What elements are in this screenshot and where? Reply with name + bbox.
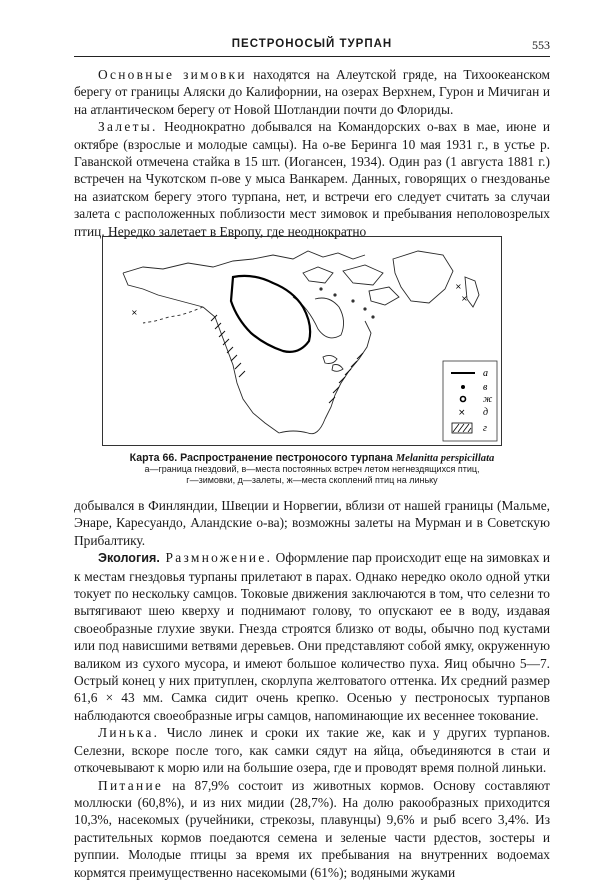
ecology-heading: Экология. xyxy=(98,551,160,566)
legend-label-v: в xyxy=(483,382,488,393)
text-block-bottom xyxy=(74,497,550,881)
legend-label-a: а xyxy=(483,368,488,379)
caption-legend-line1: а—граница гнездовий, в—места постоянных встреч летом негнездящихся птиц, xyxy=(144,464,480,474)
vagrants-text: Неоднократно добывался на Командорских о-вах в мае, июне и октябре (взрослые и молодые самцы). На о-ве Беринга 10 мая 1931 г., в устье р. Гаванской отмечена стайка в 15 шт. (Иогансен, 1934). Один раз (1 августа 1881 г.) встречен на Чукотском п-ове у мыса Ванкарем. Данных, говорящих о гнездованье на азиатском берегу этого турпана, нет, и встречи его следует считать за случаи залета с расположенных поблизости мест зимовок и пребывания неполовозрелых птиц. Нередко залетает в Европу, где неоднократно xyxy=(74,119,550,239)
map-illustration xyxy=(103,237,500,444)
food-lead: Питание xyxy=(98,777,164,793)
ecology-lead: Размножение. xyxy=(159,550,273,566)
wintering-lead: Основные зимовки xyxy=(98,67,247,82)
paragraph-molt xyxy=(74,724,550,776)
ecology-text: Оформление пар происходит еще на зимовках и к местам гнездовья турпаны прилетают в парах. Однако нередко около одной утки токует по нескольку самцов. Токовые движения заключаются в том, что селезни то вытягивают шею кверху и поднимают голову, то опускают ее в воду, издавая своеобразные глухие звуки. Гнезда строятся близко от воды, обычно под кустами или под нависшими ветвями деревьев. Они представляют собой ямку, окруженную валиком из сухого мусора, и имеют большое количество пуха. Яиц обычно 5—7. Острый конец у них притуплен, скорлупа желтоватого оттенка. Их средний размер 61,6 × 43 мм. Самка сидит очень крепко. Осенью у пестроносых турпанов наблюдаются своеобразные игры самцов, напоминающие их весеннее токование. xyxy=(74,550,550,723)
svg-text:×: × xyxy=(455,282,462,291)
caption-title xyxy=(74,452,550,464)
food-text: на 87,9% состоит из животных кормов. Основу составляют моллюски (60,8%), и из них мидии (28,7%). На долю ракообразных приходится 10,3%, насекомых (ручейники, стрекозы, плавунцы) 9,6% и рыб всего 3,4%. Из растительных кормов поедаются семена и зеленые части рдестов, зостеры и руппии. Молодые птицы за время их пребывания на внутренних водоемах кормятся преимущественно насекомыми (61%); водяными жуками xyxy=(74,777,550,880)
map-caption xyxy=(74,452,550,486)
caption-legend-line2: г—зимовки, д—залеты, ж—места скоплений птиц на линьку xyxy=(186,475,438,485)
legend-label-zh: ж xyxy=(483,394,493,405)
text-block-top xyxy=(74,66,550,240)
page-number: 553 xyxy=(532,38,550,52)
paragraph-wintering xyxy=(74,66,550,118)
header-title: ПЕСТРОНОСЫЙ ТУРПАН xyxy=(231,38,393,50)
caption-species: Melanitta perspicillata xyxy=(395,453,495,464)
molt-lead: Линька. xyxy=(98,725,160,741)
svg-text:×: × xyxy=(131,308,138,317)
wintering-text: находятся на Алеутской гряде, на Тихоокеанском берегу от границы Аляски до Калифорнии, на озерах Верхнем, Гурон и Мичиган и на атлантическом берегу от Новой Шотландии почти до Флориды. xyxy=(74,67,551,117)
running-header xyxy=(74,36,550,57)
svg-text:×: × xyxy=(461,294,468,303)
legend-label-g: г xyxy=(483,423,487,434)
map-legend xyxy=(443,361,497,441)
paragraph-ecology xyxy=(74,549,550,724)
svg-text:×: × xyxy=(458,408,466,418)
distribution-map xyxy=(102,236,502,446)
caption-title-text: Карта 66. Распространение пестроносого турпана xyxy=(129,452,396,464)
paragraph-food xyxy=(74,777,550,881)
paragraph-vagrants xyxy=(74,118,550,240)
vagrants-lead: Залеты. xyxy=(98,119,158,135)
legend-label-d: д xyxy=(483,407,489,418)
paragraph-continued: добывался в Финляндии, Швеции и Норвегии, вблизи от нашей границы (Мальме, Энаре, Каресуандо, Аландские о-ва); возможны залеты на Мурман и в Советскую Прибалтику. xyxy=(74,498,550,548)
molt-text: Число линек и сроки их такие же, как и у других турпанов. Селезни, вскоре после того, как самки сядут на яйца, объединяются в стаи и откочевывают к морю или на большие озера, где и проводят время полной линьки. xyxy=(74,725,550,776)
